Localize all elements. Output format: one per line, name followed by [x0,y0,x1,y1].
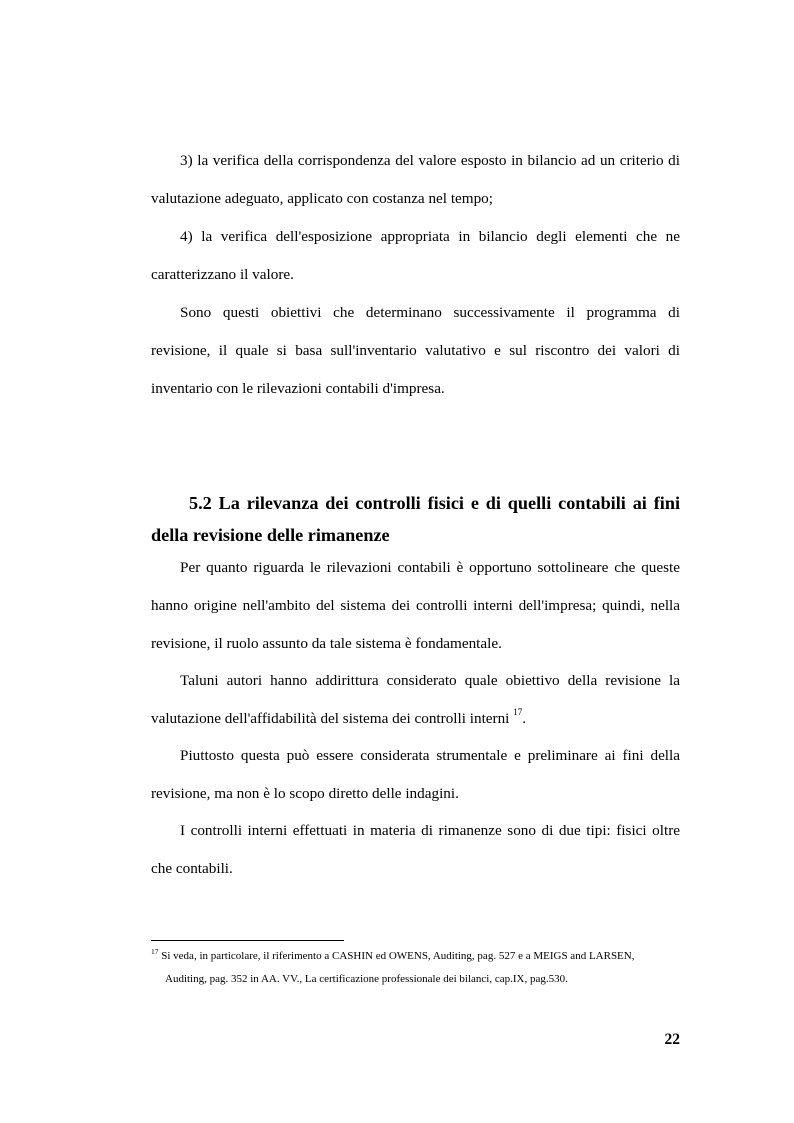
footnote-text-1: Si veda, in particolare, il riferimento a CASHIN ed OWENS, Auditing, pag. 527 e a MEIGS and LARSEN, [158,950,635,962]
paragraph-controlli-interni: I controlli interni effettuati in materia di rimanenze sono di due tipi: fisici oltre che contabili. [151,822,680,877]
page-number: 22 [664,1031,680,1048]
paragraph-item-4: 4) la verifica dell'esposizione appropriata in bilancio degli elementi che ne caratterizzano il valore. [151,228,680,283]
footnote-reference[interactable]: 17 [513,706,523,717]
paragraph-autori-text: Taluni autori hanno addirittura considerato quale obiettivo della revisione la valutazione dell'affidabilità del sistema dei controlli interni [151,672,680,727]
footnote-line-1 [151,945,680,968]
paragraph-piuttosto: Piuttosto questa può essere considerata strumentale e preliminare ai fini della revisione, ma non è lo scopo diretto delle indagini. [151,747,680,802]
paragraph-autori-end: . [522,709,526,727]
paragraph-item-3: 3) la verifica della corrispondenza del valore esposto in bilancio ad un criterio di valutazione adeguato, applicato con costanza nel tempo; [151,152,680,207]
footnote-number: 17 [151,946,159,956]
paragraph-contabili: Per quanto riguarda le rilevazioni contabili è opportuno sottolineare che queste hanno origine nell'ambito del sistema dei controlli interni dell'impresa; quindi, nella revisione, il ruolo assunto da tale sistema è fondamentale. [151,559,680,652]
footnote-line-2: Auditing, pag. 352 in AA. VV., La certificazione professionale dei bilanci, cap.IX, pag.530. [165,973,568,985]
section-heading: 5.2 La rilevanza dei controlli fisici e di quelli contabili ai fini della revisione delle rimanenze [151,493,680,545]
paragraph-objectives: Sono questi obiettivi che determinano successivamente il programma di revisione, il quale si basa sull'inventario valutativo e sul riscontro dei valori di inventario con le rilevazioni contabili d'impresa. [151,304,680,397]
footnote [151,945,680,991]
footnote-separator [151,940,344,941]
paragraph-autori [151,662,680,738]
